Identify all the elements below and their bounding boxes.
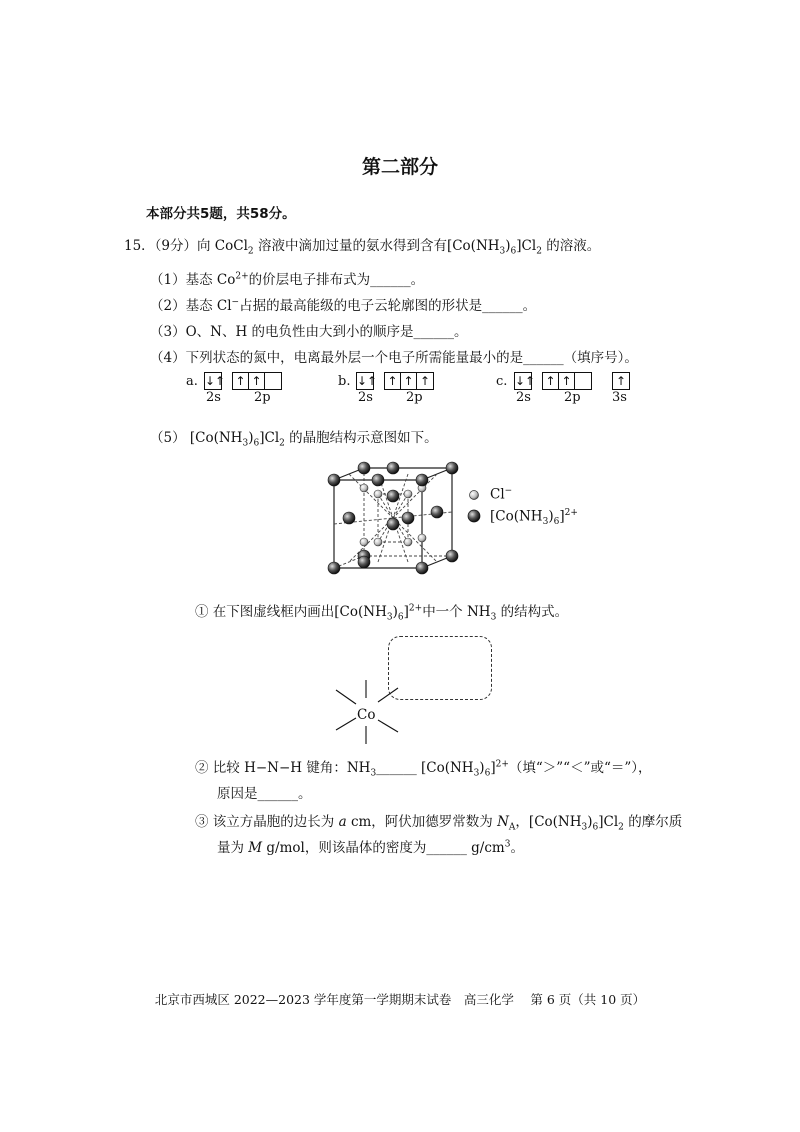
legend-co-label: $[Co(NH_3)_6]^{2+}$ bbox=[490, 508, 578, 528]
subquestion-1: ① 在下图虚线框内画出$[Co(NH_3)_6]^{2+}$中一个 $NH_3$ 的结构式。 bbox=[195, 603, 569, 623]
section-intro: 本部分共5题，共58分。 bbox=[146, 206, 296, 222]
question-stem: 15．（9分）向 CoCl$_2$ 溶液中滴加过量的氨水得到含有$[Co(NH_3)_6]Cl_2$ 的溶液。 bbox=[124, 238, 601, 257]
legend-co-marker bbox=[467, 509, 481, 523]
orbital-2s-a: ↓↑ bbox=[205, 374, 226, 388]
subquestion-2-line2: 原因是______。 bbox=[217, 786, 312, 802]
option-a-label: a. bbox=[186, 374, 198, 389]
option-b-label: b. bbox=[338, 374, 351, 389]
section-title: 第二部分 bbox=[361, 156, 438, 178]
option-c-label: c. bbox=[496, 374, 508, 389]
crystal-cell-diagram bbox=[322, 458, 472, 580]
orbital-2p-c: ↑ ↑ bbox=[542, 372, 592, 390]
subquestion-2: ② 比较 H−N−H 键角：$NH_3\_\_\_\_\_\_$ $[Co(NH_3)_6]^{2+}$（填“＞”“＜”或“＝”）， bbox=[195, 759, 652, 779]
subquestion-3: ③ 该立方晶胞的边长为 a cm，阿伏加德罗常数为 $N_A$，$[Co(NH_3)_6]Cl_2$ 的摩尔质 bbox=[195, 814, 683, 833]
part-1: （1）基态 $Co^{2+}$的价层电子排布式为______。 bbox=[150, 271, 425, 288]
orbital-2s-b: ↓↑ bbox=[357, 374, 378, 388]
part-2: （2）基态 Cl−占据的最高能级的电子云轮廓图的形状是______。 bbox=[150, 297, 537, 314]
co-atom-label: Co bbox=[357, 707, 376, 723]
orbital-2p-b: ↑ ↑ ↑ bbox=[384, 372, 434, 390]
orbital-3s-c: ↑ bbox=[612, 372, 630, 390]
legend-cl-marker bbox=[468, 489, 480, 501]
page-footer: 北京市西城区 2022—2023 学年度第一学期期末试卷 高三化学 第 6 页（共 10 页） bbox=[154, 992, 646, 1007]
legend-cl-label: Cl− bbox=[490, 486, 513, 503]
orbital-2p-a: ↑ ↑ bbox=[232, 372, 282, 390]
part-5: （5） $[Co(NH_3)_6]Cl_2$ 的晶胞结构示意图如下。 bbox=[150, 430, 438, 449]
part-3: （3）O、N、H 的电负性由大到小的顺序是______。 bbox=[150, 324, 468, 340]
orbital-2s-c: ↓↑ bbox=[515, 374, 536, 388]
subquestion-3-line2: 量为 M g/mol，则该晶体的密度为______ $g/cm^3$。 bbox=[217, 839, 524, 856]
part-4: （4）下列状态的氮中，电离最外层一个电子所需能量最小的是______（填序号）。 bbox=[150, 350, 638, 366]
